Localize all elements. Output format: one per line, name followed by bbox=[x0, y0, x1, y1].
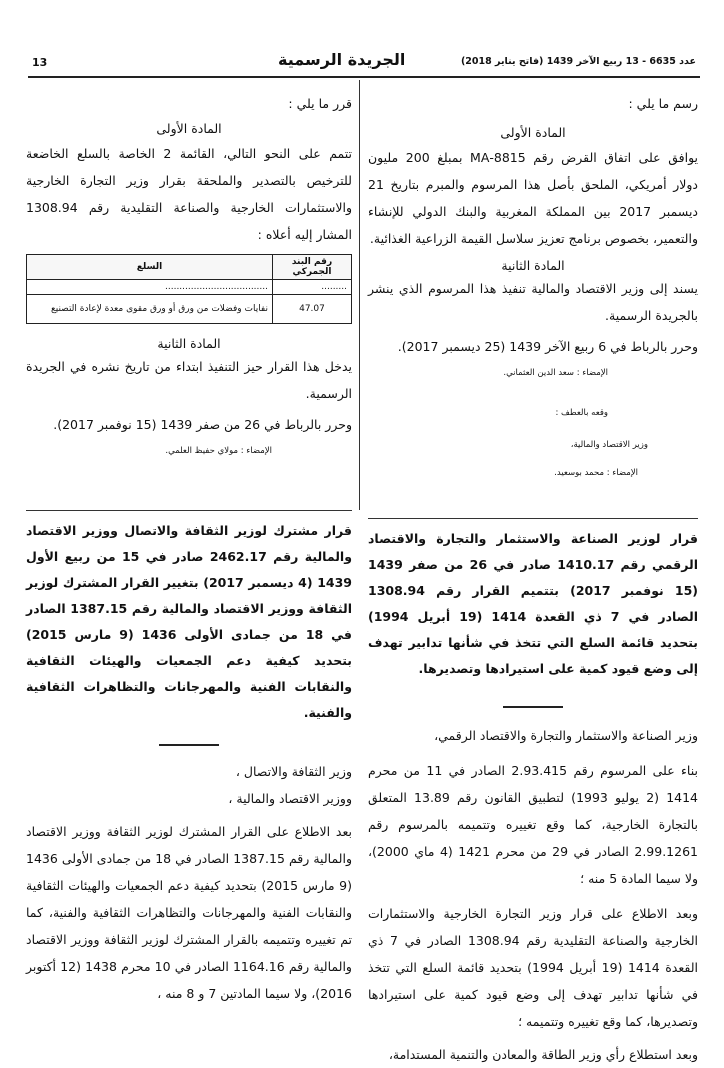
table-header-row bbox=[27, 255, 352, 280]
decision-intro: قرر ما يلي : bbox=[288, 96, 352, 111]
countersign-label: وقعه بالعطف : bbox=[555, 408, 608, 418]
table-cell-dots: .................................... bbox=[27, 280, 273, 295]
table-row bbox=[27, 295, 352, 324]
minister-culture: وزير الثقافة والاتصال ، bbox=[235, 764, 352, 779]
article-1-text: يوافق على اتفاق القرض رقم 8815-MA بمبلغ 200 مليون دولار أمريكي، الملحق بأصل هذا المرسوم والمبرم بتاريخ 21 ديسمبر 2017 بين المملكة المغربية والبنك الدولي للإنشاء والتعمير، بخصوص برنامج تعزيز سلاسل القيمة الزراعية الغذائية. bbox=[368, 150, 699, 246]
preamble-paragraph-3: وبعد استطلاع رأي وزير الطاقة والمعادن والتنمية المستدامة، bbox=[388, 1047, 698, 1062]
article-1-title: المادة الأولى bbox=[500, 125, 566, 140]
minister-title: وزير الاقتصاد والمالية، bbox=[570, 440, 648, 450]
title-dash bbox=[159, 744, 219, 746]
article-2-text: يسند إلى وزير الاقتصاد والمالية تنفيذ هذا المرسوم الذي ينشر بالجريدة الرسمية. bbox=[368, 281, 698, 323]
table-cell-dots: ......... bbox=[273, 280, 352, 295]
minister-line: وزير الصناعة والاستثمار والتجارة والاقتصاد الرقمي، bbox=[434, 728, 698, 743]
page-header bbox=[28, 50, 700, 72]
done-at: وحرر بالرباط في 6 ربيع الآخر 1439 (25 ديسمبر 2017). bbox=[397, 339, 698, 354]
decision-title: قرار لوزير الصناعة والاستثمار والتجارة والاقتصاد الرقمي رقم 1410.17 صادر في 26 من صفر 1439 (15 نوفمبر 2017) بتتميم القرار رقم 1308.94 الصادر في 7 ذي القعدة 1414 (19 أبريل 1994) بتحديد قائمة السلع التي تتخذ في شأنها تدابير تهدف إلى وضع قيود كمية على استيرادها وتصديرها. bbox=[368, 531, 699, 676]
signature-industry-minister: الإمضاء : مولاي حفيظ العلمي. bbox=[165, 446, 272, 456]
right-column-decision bbox=[368, 526, 698, 1068]
right-column bbox=[368, 90, 698, 478]
signature-finance-minister: الإمضاء : محمد بوسعيد. bbox=[554, 468, 638, 478]
table-row bbox=[27, 280, 352, 295]
page-number: 13 bbox=[32, 56, 48, 69]
minister-finance: ووزير الاقتصاد والمالية ، bbox=[228, 791, 352, 806]
left-article-2-text: يدخل هذا القرار حيز التنفيذ ابتداء من تاريخ نشره في الجريدة الرسمية. bbox=[26, 359, 352, 401]
section-separator-left bbox=[26, 510, 352, 511]
table-cell-code: 47.07 bbox=[273, 295, 352, 324]
signature-prime-minister: الإمضاء : سعد الدين العثماني. bbox=[503, 368, 608, 378]
preamble-paragraph-1: بناء على المرسوم رقم 2.93.415 الصادر في 11 من محرم 1414 (2 يوليو 1993) لتطبيق القانون رقم 13.89 المتعلق بالتجارة الخارجية، كما وقع تغييره وتتميمه بالمرسوم رقم 2.99.1261 الصادر في 29 من محرم 1421 (4 ماي 2000)، ولا سيما المادة 5 منه ؛ bbox=[368, 763, 698, 886]
table-cell-goods: نفايات وفضلات من ورق أو ورق مقوى معدة لإعادة التصنيع bbox=[27, 295, 273, 324]
article-2-title: المادة الثانية bbox=[501, 258, 565, 273]
left-article-1-title: المادة الأولى bbox=[156, 121, 222, 136]
left-column-decision bbox=[26, 518, 352, 1007]
column-header-code: رقم البند الجمركي bbox=[273, 255, 352, 280]
column-divider bbox=[359, 80, 360, 510]
joint-preamble-paragraph: بعد الاطلاع على القرار المشترك لوزير الثقافة ووزير الاقتصاد والمالية رقم 1387.15 الصادر في 18 من جمادى الأولى 1436 (9 مارس 2015) بتحديد كيفية دعم الجمعيات والهيئات الثقافية والنقابات الفنية والمهرجانات والتظاهرات الثقافية والفنية، كما تم تغييره وتتميمه بالقرار المشترك لوزير الثقافة ووزير الاقتصاد والمالية رقم 1164.16 الصادر في 10 محرم 1438 (12 أكتوبر 2016)، ولا سيما المادتين 7 و 8 منه ، bbox=[26, 824, 352, 1001]
header-rule bbox=[28, 76, 700, 78]
column-header-goods: السلع bbox=[27, 255, 273, 280]
journal-title: الجريدة الرسمية bbox=[278, 50, 406, 69]
joint-decision-title: قرار مشترك لوزير الثقافة والاتصال ووزير الاقتصاد والمالية رقم 2462.17 صادر في 15 من ربيع الأول 1439 (4 ديسمبر 2017) بتغيير القرار المشترك لوزير الثقافة ووزير الاقتصاد والمالية رقم 1387.15 الصادر في 18 من جمادى الأولى 1436 (9 مارس 2015) بتحديد كيفية دعم الجمعيات والهيئات الثقافية والنقابات الفنية والمهرجانات والتظاهرات الثقافية والفنية. bbox=[26, 523, 353, 720]
goods-table bbox=[26, 254, 352, 324]
preamble-paragraph-2: وبعد الاطلاع على قرار وزير التجارة الخارجية والاستثمارات الخارجية والصناعة التقليدية رقم 1308.94 الصادر في 7 ذي القعدة 1414 (19 أبريل 1994) بتحديد قائمة السلع التي تتخذ في شأنها تدابير تهدف إلى وضع قيود كمية على استيرادها وتصديرها، كما وقع تغييره وتتميمه ؛ bbox=[368, 906, 698, 1029]
left-article-2-title: المادة الثانية bbox=[157, 336, 221, 351]
title-dash bbox=[503, 706, 563, 708]
left-column bbox=[26, 90, 352, 456]
left-done-at: وحرر بالرباط في 26 من صفر 1439 (15 نوفمبر 2017). bbox=[53, 417, 352, 432]
section-separator-right bbox=[368, 518, 698, 519]
left-article-1-text: تتمم على النحو التالي، القائمة 2 الخاصة بالسلع الخاضعة للترخيص بالتصدير والملحقة بقرار وزير التجارة الخارجية والاستثمارات الخارجية والصناعة التقليدية رقم 1308.94 المشار إليه أعلاه : bbox=[26, 146, 352, 242]
issue-info: عدد 6635 - 13 ربيع الآخر 1439 (فاتح يناير 2018) bbox=[460, 56, 696, 67]
decree-intro: رسم ما يلي : bbox=[628, 96, 698, 111]
